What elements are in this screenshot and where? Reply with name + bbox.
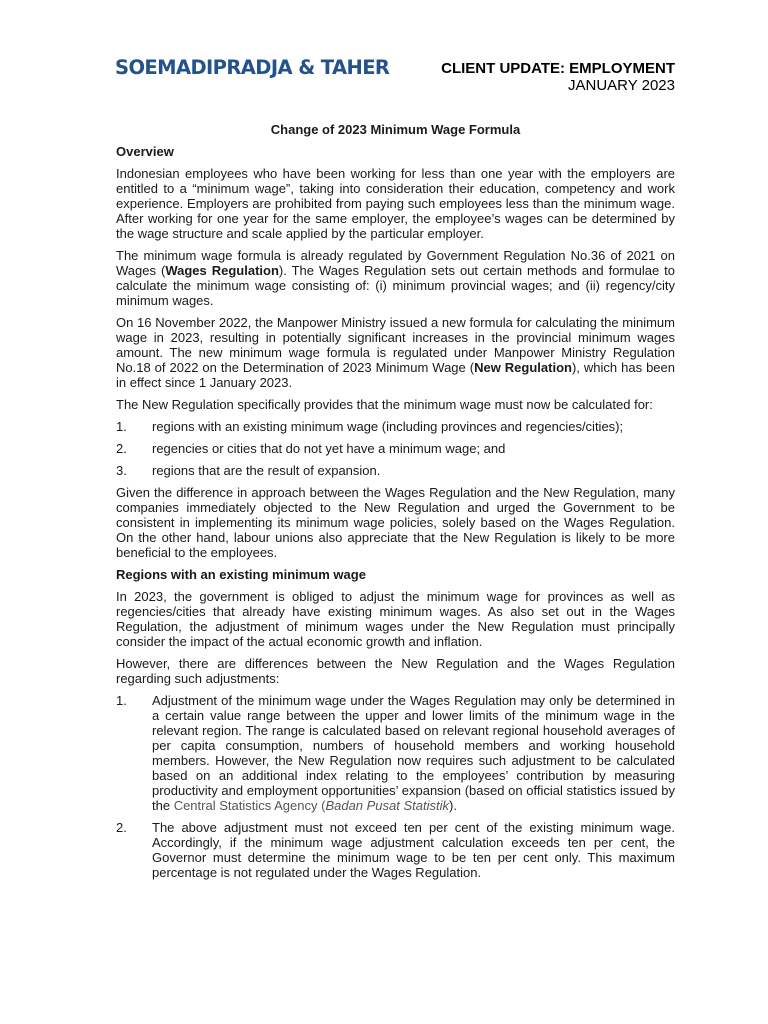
list-text: regions that are the result of expansion. xyxy=(152,463,381,478)
header-date: JANUARY 2023 xyxy=(567,77,675,94)
defined-term-wages-regulation: Wages Regulation xyxy=(165,263,279,278)
text-run: ). xyxy=(449,798,457,813)
document-title: Change of 2023 Minimum Wage Formula xyxy=(270,122,521,137)
list-text: regions with an existing minimum wage (including provinces and regencies/cities); xyxy=(152,419,624,434)
header-title: CLIENT UPDATE: EMPLOYMENT xyxy=(441,60,675,77)
paragraph-differences: However, there are differences between the New Regulation and the Wages Regulation regarding such adjustments: xyxy=(116,656,675,686)
list-item xyxy=(116,820,675,880)
text-run: On 16 November 2022, the Manpower Ministry issued a new formula for calculating the minimum wage in 2023, resulting in potentially significant increases in the provincial minimum wages amount. The new minimum wage formula is regulated under Manpower Ministry Regulation No.18 of 2022 on the Determination of 2023 Minimum Wage ( xyxy=(116,315,675,375)
paragraph-adjustment-obligation: In 2023, the government is obliged to adjust the minimum wage for provinces as well as regencies/cities that already have existing minimum wages. As also set out in the Wages Regulation, the adjustment of minimum wages under the New Regulation must principally consider the impact of the actual economic growth and inflation. xyxy=(116,589,675,649)
paragraph-wages-regulation xyxy=(116,248,675,308)
central-statistics-agency-link[interactable]: Central Statistics Agency xyxy=(173,798,318,813)
list-item xyxy=(116,463,675,478)
defined-term-new-regulation: New Regulation xyxy=(474,360,572,375)
document-body xyxy=(116,122,675,887)
paragraph-reactions: Given the difference in approach between the Wages Regulation and the New Regulation, many companies immediately objected to the New Regulation and urged the Government to be consistent in implementing its minimum wage policies, solely based on the Wages Regulation. On the other hand, labour unions also appreciate that the New Regulation is likely to be more beneficial to the employees. xyxy=(116,485,675,560)
text-run: Adjustment of the minimum wage under the Wages Regulation may only be determined in a certain value range between the upper and lower limits of the minimum wage in the relevant region. The range is calculated based on relevant regional household averages of per capita consumption, numbers of household members and working household members. However, the New Regulation now requires such adjustment to be calculated based on an additional index relating to the employees’ contribution by measuring productivity and employment opportunities’ expansion (based on official statistics issued by the xyxy=(152,693,675,813)
list-item xyxy=(116,441,675,456)
overview-heading: Overview xyxy=(116,144,174,159)
list-item xyxy=(116,693,675,813)
text-run: ( xyxy=(317,798,326,813)
paragraph-intro: Indonesian employees who have been working for less than one year with the employers are entitled to a “minimum wage”, taking into consideration their education, competency and work experience. Employers are prohibited from paying such employees less than the minimum wage. After working for one year for the same employer, the employee’s wages can be determined by the wage structure and scale applied by the particular employer. xyxy=(116,166,675,241)
list-item xyxy=(116,419,675,434)
firm-logo: SOEMADIPRADJA & TAHER xyxy=(115,56,390,79)
document-header xyxy=(441,60,675,94)
text-run: ). The Wages Regulation sets out certain methods and formulae to calculate the minimum wage consisting of: (i) minimum provincial wages; and (ii) regency/city minimum wages. xyxy=(116,263,676,308)
badan-pusat-statistik-italic: Badan Pusat Statistik xyxy=(325,798,450,813)
list-text xyxy=(152,693,675,813)
paragraph-calculation-scope: The New Regulation specifically provides that the minimum wage must now be calculated for: xyxy=(116,397,653,412)
list-number: 3. xyxy=(116,463,127,478)
section-heading-existing-minimum-wage: Regions with an existing minimum wage xyxy=(116,567,366,582)
list-number: 2. xyxy=(116,820,127,835)
paragraph-new-regulation xyxy=(116,315,675,390)
list-text: The above adjustment must not exceed ten per cent of the existing minimum wage. Accordingly, if the minimum wage adjustment calculation exceeds ten per cent, the Governor must determine the minimum wage to be ten per cent only. This maximum percentage is not regulated under the Wages Regulation. xyxy=(152,820,675,880)
list-number: 1. xyxy=(116,693,127,708)
list-text: regencies or cities that do not yet have a minimum wage; and xyxy=(152,441,506,456)
text-run: ), which has been in effect since 1 January 2023. xyxy=(116,360,675,390)
text-run: The minimum wage formula is already regulated by Government Regulation No.36 of 2021 on Wages ( xyxy=(116,248,675,278)
list-number: 1. xyxy=(116,419,127,434)
list-number: 2. xyxy=(116,441,127,456)
